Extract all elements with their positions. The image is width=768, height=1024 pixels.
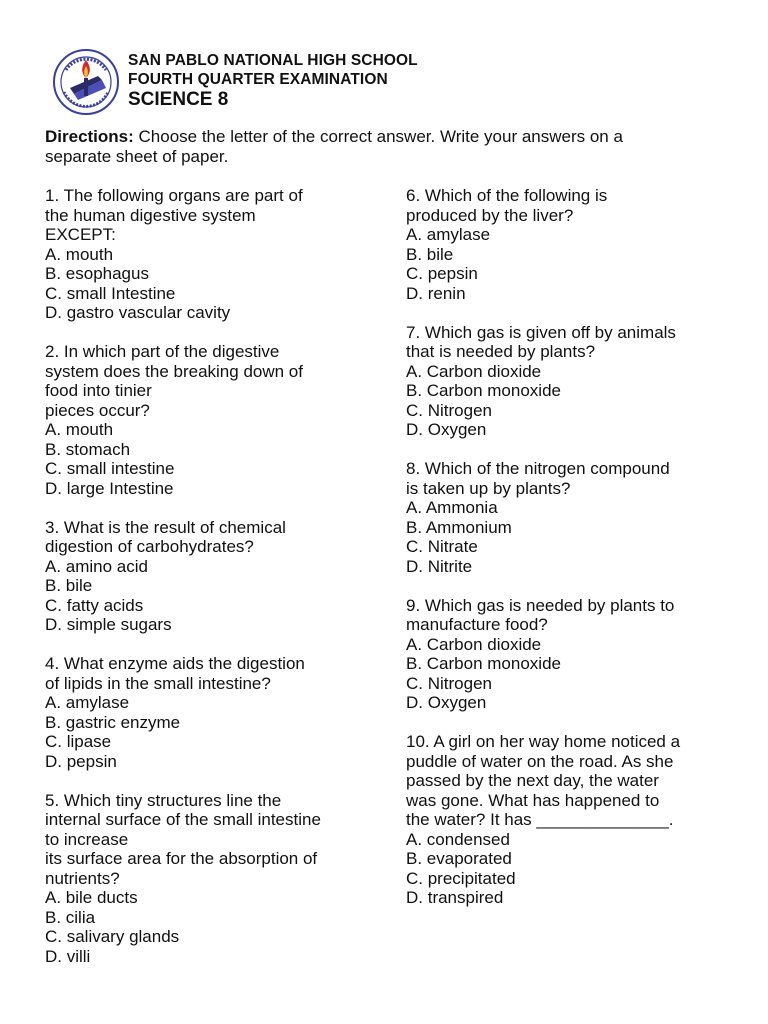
answer-option: D. large Intestine (45, 478, 174, 498)
question-text: digestion of carbohydrates? (45, 537, 254, 556)
answer-option: C. Nitrogen (406, 673, 492, 693)
answer-option: C. Nitrate (406, 537, 478, 556)
question-text: the human digestive system (45, 205, 256, 225)
school-name: SAN PABLO NATIONAL HIGH SCHOOL (128, 52, 418, 69)
question-item (45, 791, 375, 967)
question-text: pieces occur? (45, 400, 150, 420)
answer-option: C. Nitrogen (406, 400, 492, 420)
answer-option: D. Oxygen (406, 420, 487, 439)
question-text: nutrients? (45, 868, 120, 888)
question-text: 5. Which tiny structures line the (45, 790, 282, 810)
question-text: passed by the next day, the water (406, 771, 659, 790)
answer-option: D. gastro vascular cavity (45, 303, 231, 322)
answer-option: A. mouth (45, 420, 114, 439)
directions (45, 127, 735, 167)
answer-option: C. precipitated (406, 868, 516, 888)
answer-option: B. gastric enzyme (45, 712, 181, 732)
question-text: that is needed by plants? (406, 342, 596, 361)
question-text: 8. Which of the nitrogen compound (406, 459, 670, 478)
answer-option: B. stomach (45, 439, 131, 459)
answer-option: D. transpired (406, 888, 504, 907)
answer-option: A. condensed (406, 829, 510, 849)
answer-option: A. Carbon dioxide (406, 634, 542, 654)
question-item (45, 518, 375, 635)
answer-option: B. Ammonium (406, 517, 512, 537)
question-text: 10. A girl on her way home noticed a (406, 732, 681, 751)
answer-option: A. amylase (45, 693, 130, 712)
directions-text-line2: separate sheet of paper. (45, 147, 229, 166)
answer-option: C. small intestine (45, 459, 175, 478)
answer-option: C. pepsin (406, 264, 478, 283)
answer-option: C. salivary glands (45, 927, 180, 946)
question-text: manufacture food? (406, 615, 548, 634)
question-text: puddle of water on the road. As she (406, 751, 674, 771)
question-text: 4. What enzyme aids the digestion (45, 654, 305, 673)
answer-option: B. esophagus (45, 264, 149, 283)
answer-option: D. pepsin (45, 751, 117, 771)
question-text: 1. The following organs are part of (45, 186, 303, 205)
question-text: food into tinier (45, 381, 152, 400)
answer-option: C. small Intestine (45, 283, 176, 303)
left-column (45, 186, 375, 986)
answer-option: A. amylase (406, 225, 491, 244)
answer-option: A. Carbon dioxide (406, 361, 542, 381)
question-text: its surface area for the absorption of (45, 849, 318, 868)
answer-option: A. bile ducts (45, 888, 138, 907)
answer-option: B. Carbon monoxide (406, 654, 561, 673)
question-item (406, 596, 736, 713)
question-text: to increase (45, 829, 129, 849)
exam-header (52, 48, 418, 118)
school-seal-icon (52, 48, 120, 116)
directions-label: Directions: (45, 127, 134, 146)
answer-option: A. amino acid (45, 556, 148, 576)
question-text: 2. In which part of the digestive (45, 342, 280, 361)
question-text: of lipids in the small intestine? (45, 673, 271, 693)
question-text: 6. Which of the following is (406, 186, 608, 205)
answer-option: D. Oxygen (406, 693, 487, 712)
answer-option: B. bile (45, 576, 93, 595)
answer-option: B. bile (406, 244, 454, 264)
directions-text-line1: Choose the letter of the correct answer. Write your answers on a (133, 127, 623, 146)
question-text: internal surface of the small intestine (45, 810, 321, 829)
question-item (45, 654, 375, 771)
question-item (406, 186, 736, 303)
answer-option: C. lipase (45, 732, 112, 751)
question-text: is taken up by plants? (406, 478, 571, 498)
right-column (406, 186, 736, 927)
question-text: 7. Which gas is given off by animals (406, 322, 676, 342)
header-text (128, 51, 418, 111)
answer-option: D. villi (45, 946, 91, 966)
question-text: system does the breaking down of (45, 361, 303, 381)
answer-option: B. Carbon monoxide (406, 381, 561, 400)
exam-title: FOURTH QUARTER EXAMINATION (128, 71, 388, 88)
question-text: was gone. What has happened to (406, 790, 660, 810)
question-item (45, 342, 375, 498)
answer-option: C. fatty acids (45, 595, 144, 615)
answer-option: A. Ammonia (406, 498, 498, 517)
answer-option: B. cilia (45, 907, 96, 927)
answer-option: D. Nitrite (406, 556, 473, 576)
question-item (406, 732, 736, 908)
subject-title: SCIENCE 8 (128, 89, 229, 110)
question-item (45, 186, 375, 323)
question-text: the water? It has ______________. (406, 810, 674, 829)
question-text: EXCEPT: (45, 225, 116, 244)
answer-option: D. renin (406, 283, 466, 303)
question-text: produced by the liver? (406, 205, 574, 225)
question-item (406, 323, 736, 440)
answer-option: B. evaporated (406, 849, 512, 868)
question-text: 3. What is the result of chemical (45, 517, 286, 537)
answer-option: A. mouth (45, 244, 114, 264)
answer-option: D. simple sugars (45, 615, 172, 634)
question-text: 9. Which gas is needed by plants to (406, 595, 675, 615)
question-item (406, 459, 736, 576)
